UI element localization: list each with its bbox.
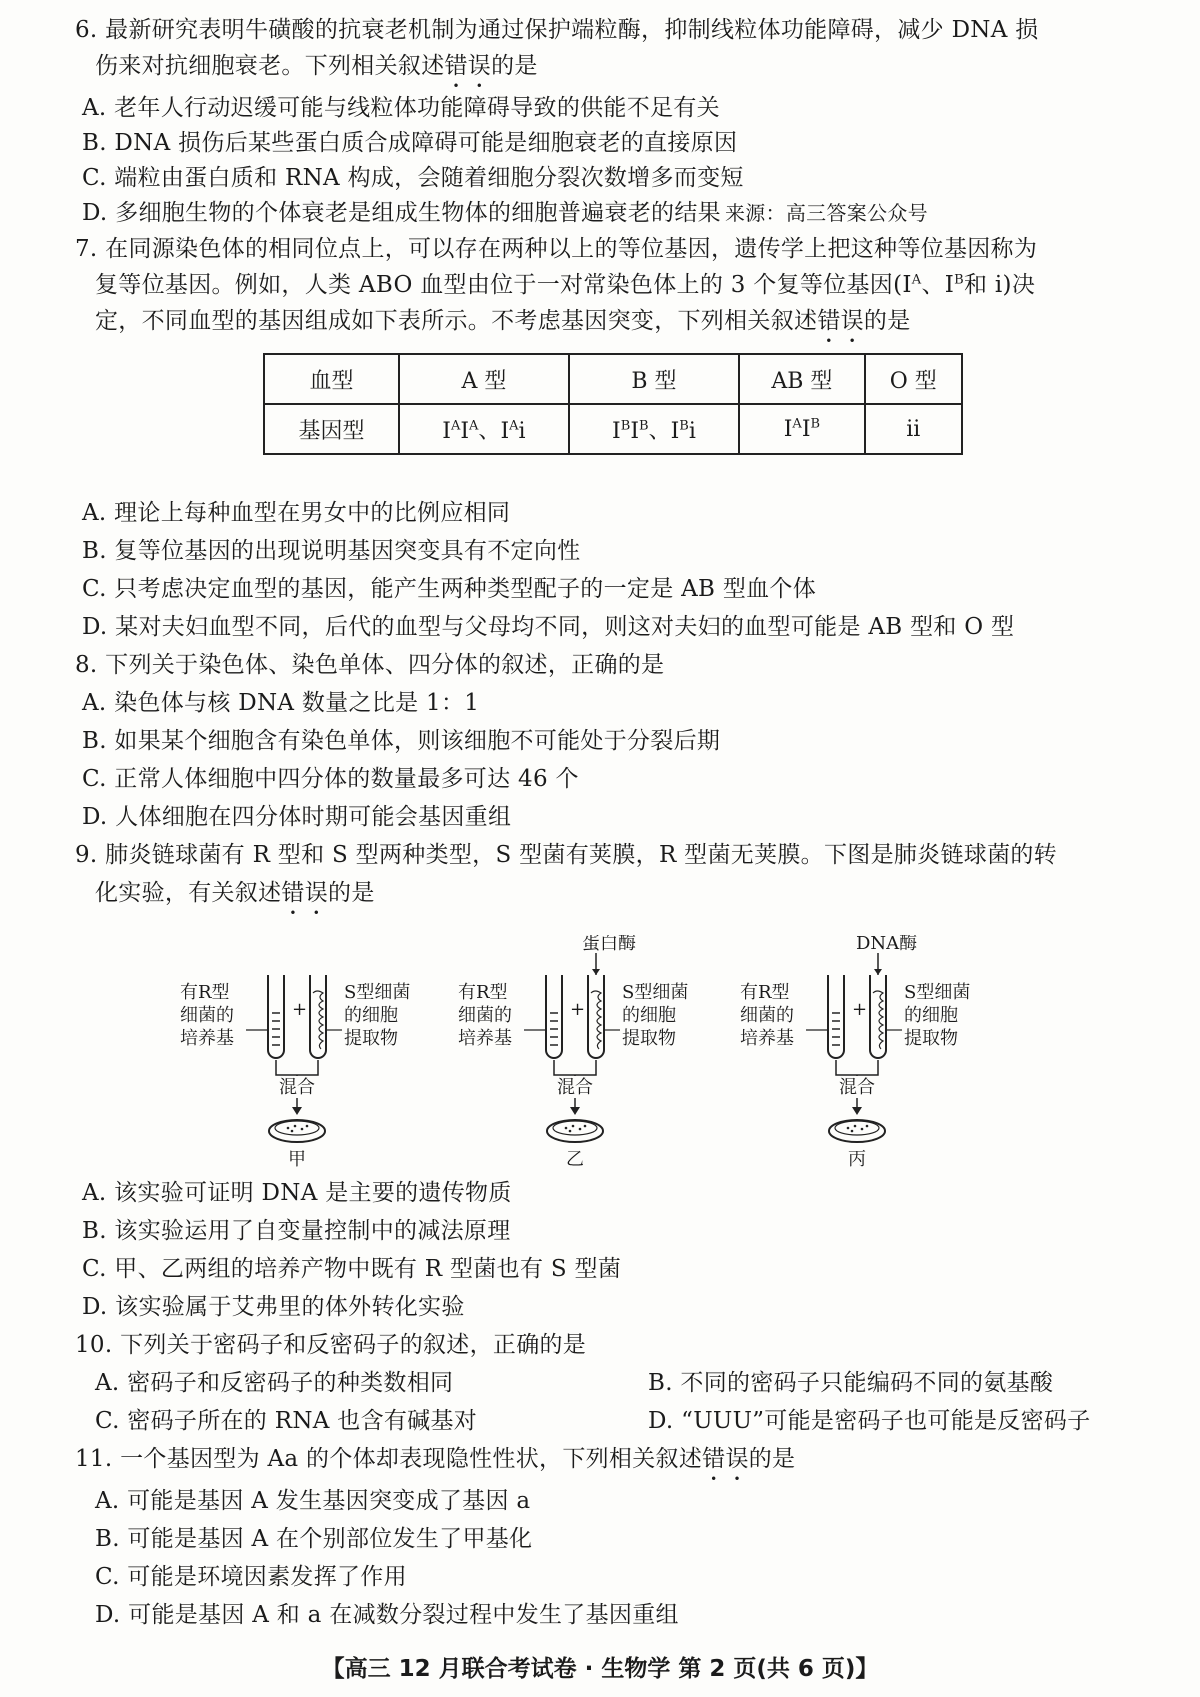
- setup-jia: [180, 975, 410, 1170]
- plus-sign: +: [852, 999, 868, 1020]
- q10-option-a: A. 密码子和反密码子的种类数相同: [95, 1370, 454, 1396]
- q7-option-c: C. 只考虑决定血型的基因，能产生两种类型配子的一定是 AB 型血个体: [82, 576, 817, 602]
- q10-option-d: D. “UUU”可能是密码子也可能是反密码子: [648, 1408, 1091, 1434]
- table-row: [264, 404, 962, 454]
- label-r-medium-2: 细菌的: [180, 1005, 234, 1026]
- label-dnase: DNA酶: [856, 935, 918, 954]
- q11-option-a: A. 可能是基因 A 发生基因突变成了基因 a: [95, 1488, 531, 1514]
- table-cell: B 型: [569, 354, 740, 404]
- q9-option-a: A. 该实验可证明 DNA 是主要的遗传物质: [82, 1180, 512, 1206]
- blood-type-table: [263, 353, 963, 455]
- transformation-experiment-figure: [180, 935, 1040, 1170]
- label-jia: 甲: [288, 1149, 306, 1170]
- q8-option-a: A. 染色体与核 DNA 数量之比是 1：1: [82, 690, 480, 716]
- label-r-medium-3: 培养基: [180, 1028, 234, 1049]
- label-mix: 混合: [279, 1077, 315, 1098]
- q7-option-a: A. 理论上每种血型在男女中的比例应相同: [82, 500, 511, 526]
- q7-stem-line3: 定，不同血型的基因组成如下表所示。不考虑基因突变，下列相关叙述错误的是: [95, 308, 911, 334]
- q6-stem-line1: 6. 最新研究表明牛磺酸的抗衰老机制为通过保护端粒酶，抑制线粒体功能障碍，减少 DNA 损: [75, 17, 1039, 43]
- q6-option-d: D. 多细胞生物的个体衰老是组成生物体的细胞普遍衰老的结果 来源：高三答案公众号: [82, 200, 928, 226]
- q8-stem: 8. 下列关于染色体、染色单体、四分体的叙述，正确的是: [75, 652, 665, 678]
- genotype-cell-b: $I^BI^B$、$I^Bi$: [569, 404, 740, 454]
- q6-option-c: C. 端粒由蛋白质和 RNA 构成，会随着细胞分裂次数增多而变短: [82, 165, 744, 191]
- emphasis-mark: 错误: [702, 1446, 749, 1472]
- label-r-medium-2: 细菌的: [740, 1005, 794, 1026]
- label-protease: 蛋白酶: [582, 935, 636, 954]
- table-cell: 基因型: [264, 404, 399, 454]
- q7-option-d: D. 某对夫妇血型不同，后代的血型与父母均不同，则这对夫妇的血型可能是 AB 型和 O 型: [82, 614, 1015, 640]
- q7-option-b: B. 复等位基因的出现说明基因突变具有不定向性: [82, 538, 581, 564]
- table-cell: A 型: [399, 354, 569, 404]
- genotype-cell-ab: $I^AI^B$: [739, 404, 864, 454]
- table-row: [264, 354, 962, 404]
- label-r-medium-1: 有R型: [180, 982, 230, 1003]
- label-s-extract-1: S型细菌: [344, 982, 411, 1003]
- label-r-medium-2: 细菌的: [458, 1005, 512, 1026]
- q7-stem-line2: 复等位基因。例如，人类 ABO 血型由位于一对常染色体上的 3 个复等位基因($I^A$、$I^B$和 i)决: [95, 272, 1036, 298]
- q10-option-b: B. 不同的密码子只能编码不同的氨基酸: [648, 1370, 1054, 1396]
- q9-option-b: B. 该实验运用了自变量控制中的减法原理: [82, 1218, 511, 1244]
- q8-option-c: C. 正常人体细胞中四分体的数量最多可达 46 个: [82, 766, 579, 792]
- q6-stem-line2: 伤来对抗细胞衰老。下列相关叙述错误的是: [95, 53, 538, 79]
- label-s-extract-2: 的细胞: [904, 1005, 958, 1026]
- q10-stem: 10. 下列关于密码子和反密码子的叙述，正确的是: [75, 1332, 587, 1358]
- label-r-medium-1: 有R型: [740, 982, 790, 1003]
- label-r-medium-1: 有R型: [458, 982, 508, 1003]
- label-r-medium-3: 培养基: [740, 1028, 794, 1049]
- label-s-extract-2: 的细胞: [622, 1005, 676, 1026]
- q11-stem: 11. 一个基因型为 Aa 的个体却表现隐性性状，下列相关叙述错误的是: [75, 1446, 796, 1472]
- plus-sign: +: [570, 999, 586, 1020]
- genotype-cell-o: ii: [865, 404, 962, 454]
- q9-stem-line1: 9. 肺炎链球菌有 R 型和 S 型两种类型，S 型菌有荚膜，R 型菌无荚膜。下图是肺炎链球菌的转: [75, 842, 1057, 868]
- label-s-extract-3: 提取物: [344, 1028, 398, 1049]
- label-s-extract-3: 提取物: [622, 1028, 676, 1049]
- table-cell: 血型: [264, 354, 399, 404]
- plus-sign: +: [292, 999, 308, 1020]
- genotype-cell-a: $I^AI^A$、$I^Ai$: [399, 404, 569, 454]
- q8-option-b: B. 如果某个细胞含有染色单体，则该细胞不可能处于分裂后期: [82, 728, 721, 754]
- table-cell: AB 型: [739, 354, 864, 404]
- q11-option-c: C. 可能是环境因素发挥了作用: [95, 1564, 407, 1590]
- label-mix: 混合: [557, 1077, 593, 1098]
- q6-option-a: A. 老年人行动迟缓可能与线粒体功能障碍导致的供能不足有关: [82, 95, 720, 121]
- label-s-extract-1: S型细菌: [904, 982, 971, 1003]
- emphasis-mark: 错误: [444, 53, 492, 79]
- table-cell: O 型: [865, 354, 962, 404]
- q9-option-d: D. 该实验属于艾弗里的体外转化实验: [82, 1294, 465, 1320]
- q9-stem-line2: 化实验，有关叙述错误的是: [95, 880, 375, 906]
- setup-bing: [740, 935, 970, 1170]
- label-bing: 丙: [848, 1149, 866, 1170]
- q10-option-c: C. 密码子所在的 RNA 也含有碱基对: [95, 1408, 478, 1434]
- q7-stem-line1: 7. 在同源染色体的相同位点上，可以存在两种以上的等位基因，遗传学上把这种等位基因称为: [75, 236, 1038, 262]
- page-footer: 【高三 12 月联合考试卷 · 生物学 第 2 页(共 6 页)】: [321, 1656, 879, 1682]
- label-r-medium-3: 培养基: [458, 1028, 512, 1049]
- label-yi: 乙: [566, 1149, 584, 1170]
- source-note: 来源：高三答案公众号: [724, 201, 928, 225]
- q9-option-c: C. 甲、乙两组的培养产物中既有 R 型菌也有 S 型菌: [82, 1256, 622, 1282]
- label-s-extract-1: S型细菌: [622, 982, 689, 1003]
- label-s-extract-3: 提取物: [904, 1028, 958, 1049]
- q11-option-b: B. 可能是基因 A 在个别部位发生了甲基化: [95, 1526, 533, 1552]
- q11-option-d: D. 可能是基因 A 和 a 在减数分裂过程中发生了基因重组: [95, 1602, 679, 1628]
- q6-option-b: B. DNA 损伤后某些蛋白质合成障碍可能是细胞衰老的直接原因: [82, 130, 738, 156]
- emphasis-mark: 错误: [281, 880, 329, 906]
- label-s-extract-2: 的细胞: [344, 1005, 398, 1026]
- label-mix: 混合: [839, 1077, 875, 1098]
- q8-option-d: D. 人体细胞在四分体时期可能会基因重组: [82, 804, 512, 830]
- emphasis-mark: 错误: [817, 308, 864, 334]
- setup-yi: [458, 935, 688, 1170]
